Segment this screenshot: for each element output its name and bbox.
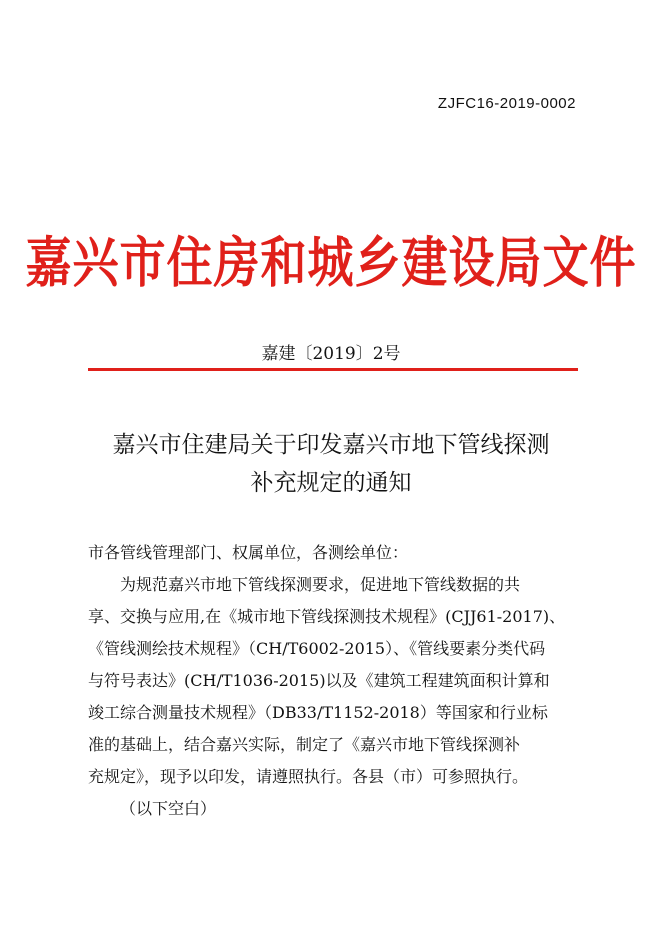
paragraph-line: 《管线测绘技术规程》（CH/T6002-2015）、《管线要素分类代码 bbox=[88, 639, 546, 658]
main-paragraph bbox=[88, 569, 580, 793]
addressee: 市各管线管理部门、权属单位，各测绘单位： bbox=[88, 543, 409, 562]
paragraph-line: 为规范嘉兴市地下管线探测要求，促进地下管线数据的共 bbox=[120, 575, 521, 594]
red-divider-line bbox=[88, 368, 578, 371]
paragraph-line: 准的基础上，结合嘉兴实际，制定了《嘉兴市地下管线探测补 bbox=[88, 735, 521, 754]
notice-title bbox=[0, 426, 662, 502]
document-number: 嘉建〔2019〕2号 bbox=[261, 344, 401, 364]
document-body bbox=[88, 537, 580, 825]
paragraph-line: 竣工综合测量技术规程》（DB33/T1152-2018）等国家和行业标 bbox=[88, 703, 548, 722]
blank-note: （以下空白） bbox=[120, 799, 217, 818]
issuer-header: 嘉兴市住房和城乡建设局文件 bbox=[25, 230, 637, 295]
notice-title-line-2: 补充规定的通知 bbox=[250, 470, 412, 496]
paragraph-line: 享、交换与应用,在《城市地下管线探测技术规程》(CJJ61-2017)、 bbox=[88, 607, 566, 626]
paragraph-line: 充规定》，现予以印发，请遵照执行。各县（市）可参照执行。 bbox=[88, 767, 529, 786]
paragraph-line: 与符号表达》(CH/T1036-2015)以及《建筑工程建筑面积计算和 bbox=[88, 671, 550, 690]
notice-title-line-1: 嘉兴市住建局关于印发嘉兴市地下管线探测 bbox=[112, 432, 550, 458]
document-code: ZJFC16-2019-0002 bbox=[437, 95, 576, 112]
